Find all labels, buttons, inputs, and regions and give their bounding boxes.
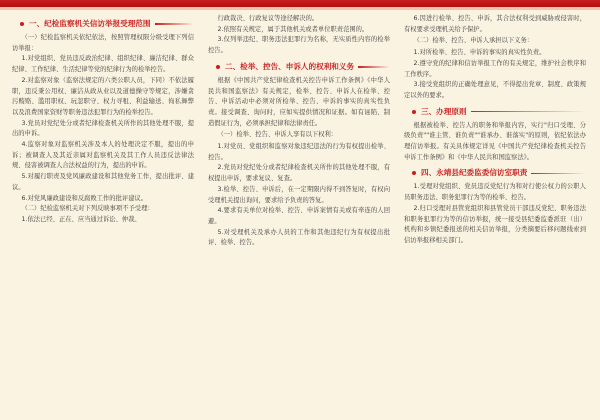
heading-bullet-icon xyxy=(412,110,416,114)
paragraph: 1.受理对党组织、党员违反党纪行为和对行使公权力的公职人员职务违法、职务犯罪行为等的检举、控告。 xyxy=(404,183,586,202)
column-middle xyxy=(202,14,398,420)
top-banner xyxy=(0,0,600,7)
paragraph: 5.对受理机关及承办人员的工作和其他违纪行为有权提出批评、检举、控告。 xyxy=(208,228,390,247)
paragraph: 3.接受党组织的正确处理意见，不得提出党章、制度、政策规定以外的要求。 xyxy=(404,81,586,99)
paragraph: （二）纪检监察机关对下列反映事项不予受理： xyxy=(21,205,154,213)
paragraph: 1.对所检举、控告、申诉的事实的真实性负责。 xyxy=(413,49,546,57)
document-page xyxy=(0,10,600,420)
heading-text: 一、纪检监察机关信访举报受理范围 xyxy=(29,19,151,28)
column-left xyxy=(6,14,202,420)
heading-bullet-icon xyxy=(20,22,24,26)
section-heading xyxy=(404,106,586,118)
heading-bullet-icon xyxy=(216,65,220,69)
paragraph: 5.对履行职责及党风廉政建设和其他党务工作，提出批评、建议。 xyxy=(12,173,194,191)
paragraph: 4.要求有关单位对检举、控告、申诉案情有关或有牵连的人回避。 xyxy=(208,207,390,225)
paragraph: 2.依照有关规定，属于其他机关或者单位职责范围的。 xyxy=(217,25,369,33)
heading-underline xyxy=(155,23,195,25)
heading-text: 三、办理原则 xyxy=(421,106,467,116)
paragraph: 根据《中国共产党纪律检查机关控告申诉工作条例》《中华人民共和国监察法》有关规定，检举、控告、申诉人在检举、控告、申诉活动中必须对所检举、控告、申诉的事实的真实性负责。接受调查、询问时，应如实提供情况和证据。如有诬陷、制造假证行为，必须承担纪律和法律责任。 xyxy=(208,76,390,127)
section-heading xyxy=(12,18,194,30)
paragraph: 1.对党组织、党员违反政治纪律、组织纪律、廉洁纪律、群众纪律、工作纪律、生活纪律等党的纪律行为的检举控告。 xyxy=(12,55,194,74)
heading-text: 二、检举、控告、申诉人的权利和义务 xyxy=(225,61,355,71)
subsection-intro: （一）检举、控告、申诉人享有以下权利： xyxy=(217,131,338,139)
heading-text: 四、永靖县纪委监委信访室职责 xyxy=(421,168,528,178)
paragraph: 2.遵守党的纪律和信访举报工作的有关规定，维护社会秩序和工作秩序。 xyxy=(404,59,586,78)
column-right xyxy=(398,14,594,420)
paragraph: 6.因进行检举、控告、申诉，其合法权利受到威胁或侵害时，有权要求受理机关给予保护。 xyxy=(404,15,586,33)
paragraph: 3.检举、控告、申诉后，在一定期限内得不到答复时，有权向受理机关提出询问，要求给予负责的答复。 xyxy=(208,185,390,204)
paragraph: 根据被检举、控告人的职务和举报内容，实行"归口受理、分级负责""谁主管、谁负责""谁承办、谁落实"的原则，依纪依法办理信访举报。有关具体规定详见《中国共产党纪律检查机关控告申诉工作条例》和《中华人民共和国监察法》。 xyxy=(404,121,586,161)
heading-underline xyxy=(471,111,586,113)
section-heading xyxy=(208,61,390,73)
paragraph: 1.对党员、党组织和监察对象违纪违法的行为有权提出检举、控告。 xyxy=(208,143,390,161)
paragraph: 2.对监察对象（监察法规定的六类公职人员，下同）不依法履职，违反秉公用权、廉洁从政从业以及道德操守等规定，涉嫌贪污贿赂、滥用职权、玩忽职守、权力寻租、利益输送、徇私舞弊以及浪费国家资财等职务违法犯罪行为的检举控告。 xyxy=(12,76,194,116)
paragraph: 3.仅列举违纪、职务违法犯罪行为名称，无实质性内容的检举控告。 xyxy=(208,36,390,55)
heading-underline xyxy=(531,173,586,175)
subsection-intro: （二）检举、控告、申诉人承担以下义务： xyxy=(413,37,534,45)
paragraph: 4.监察对象对监察机关涉及本人的处理决定不服，提出的申诉；被调查人及其近亲属对监察机关及其工作人员违反法律法规、侵害被调查人合法权益的行为，提出的申诉。 xyxy=(12,141,194,170)
heading-underline xyxy=(358,66,390,68)
paragraph: 6.对党风廉政建设和反腐败工作的批评建议。 xyxy=(21,194,148,202)
paragraph: 1.依法已经、正在、应当通过诉讼、仲裁、 xyxy=(21,215,141,223)
paragraph: （一）纪检监察机关依纪依法，按照管理权限分级受理下列信访举报： xyxy=(12,34,194,52)
heading-bullet-icon xyxy=(412,171,416,175)
paragraph: 行政裁决、行政复议等途径解决的。 xyxy=(217,15,319,22)
paragraph: 3.党员对党纪处分或者纪律检查机关所作的其他处理不服，提出的申诉。 xyxy=(12,119,194,138)
paragraph: 2.党员对党纪处分或者纪律检查机关所作的其他处理不服，有权提出申诉，要求复议、复查。 xyxy=(208,164,390,183)
paragraph: 2.归口受理对县管党组织和县管党员干部违反党纪、职务违法和职务犯罪行为等的信访举报，统一接受县纪委监委派驻（出）机构和乡镇纪委报送的相关信访举报，分类摘要后移问题线索到信访举报移相关部门。 xyxy=(404,204,586,244)
section-heading xyxy=(404,167,586,179)
